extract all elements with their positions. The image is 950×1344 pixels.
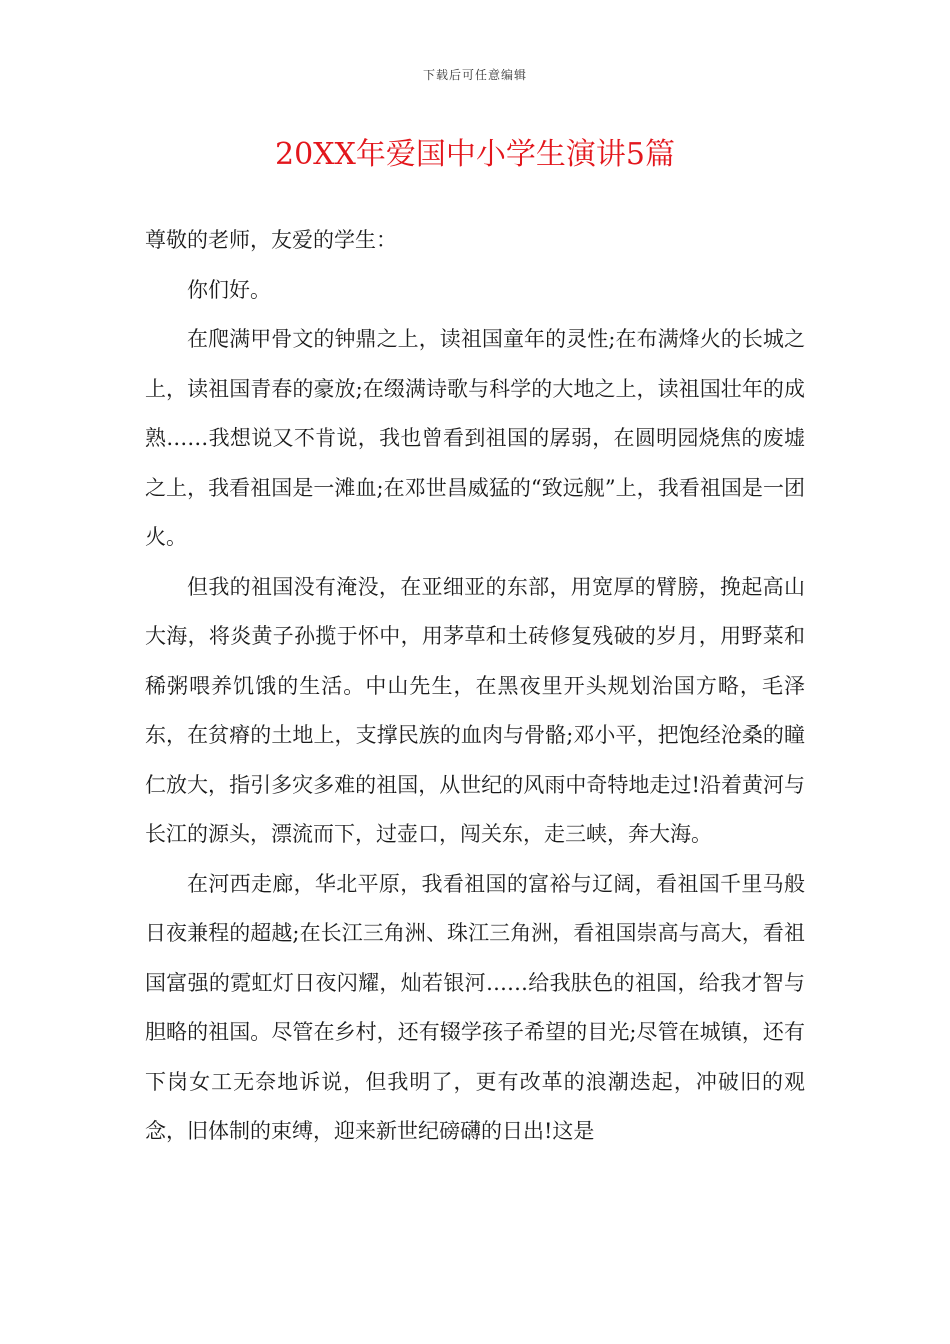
document-title: 20XX年爱国中小学生演讲5篇 bbox=[275, 137, 675, 172]
paragraph-3: 但我的祖国没有淹没，在亚细亚的东部，用宽厚的臂膀，挽起高山大海，将炎黄子孙揽于怀中，用茅草和土砖修复残破的岁月，用野菜和稀粥喂养饥饿的生活。中山先生，在黑夜里开头规划治国方略，毛泽东，在贫瘠的土地上，支撑民族的血肉与骨骼;邓小平，把饱经沧桑的瞳仁放大，指引多灾多难的祖国，从世纪的风雨中奇特地走过!沿着黄河与长江的源头，漂流而下，过壶口，闯关东，走三峡，奔大海。 bbox=[145, 574, 805, 846]
greeting-line: 尊敬的老师，友爱的学生： bbox=[145, 228, 397, 252]
paragraph-1: 你们好。 bbox=[187, 277, 271, 302]
document-body bbox=[145, 216, 805, 1157]
page-header-note: 下载后可任意编辑 bbox=[422, 68, 527, 82]
paragraph-2: 在爬满甲骨文的钟鼎之上，读祖国童年的灵性;在布满烽火的长城之上，读祖国青春的豪放;在缀满诗歌与科学的大地之上，读祖国壮年的成熟……我想说又不肯说，我也曾看到祖国的孱弱，在圆明园烧焦的废墟之上，我看祖国是一滩血;在邓世昌威猛的“致远舰”上，我看祖国是一团火。 bbox=[145, 327, 805, 549]
paragraph-4: 在河西走廊，华北平原，我看祖国的富裕与辽阔，看祖国千里马般日夜兼程的超越;在长江三角洲、珠江三角洲，看祖国崇高与高大，看祖国富强的霓虹灯日夜闪耀，灿若银河……给我肤色的祖国，给我才智与胆略的祖国。尽管在乡村，还有辍学孩子希望的目光;尽管在城镇，还有下岗女工无奈地诉说，但我明了，更有改革的浪潮迭起，冲破旧的观念，旧体制的束缚，迎来新世纪磅礴的日出!这是 bbox=[145, 871, 805, 1143]
